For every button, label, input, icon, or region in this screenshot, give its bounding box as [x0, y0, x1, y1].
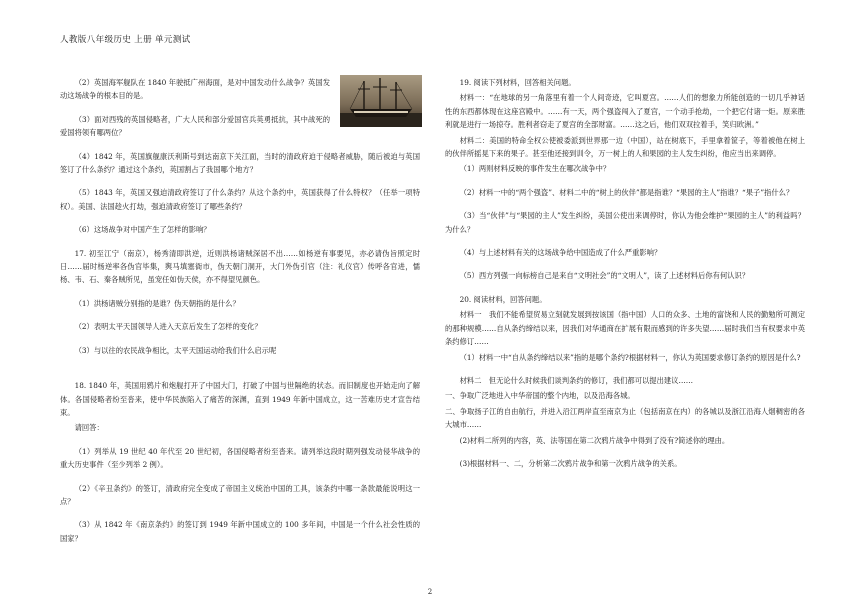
question-18-3: （3）从 1842 年《南京条约》的签订到 1949 年新中国成立的 100 多年间，中国是一个什么社会性质的国家？: [60, 520, 420, 543]
question-16-3: （3）面对西残的英国侵略者，广大人民和部分爱国官兵英勇抵抗，其中战死的爱国将领有哪两位？: [60, 114, 330, 138]
question-20-material-1: 材料一 我们不能希望贸易立刻就发展到按该国（指中国）人口的众多、土地的富饶和人民的勤勉所可测定的那种规模……自从条约缔结以来，因我们对华通商在扩展有限而感到的许多失望……届时我们当有权要求中英条约修订……: [445, 310, 805, 347]
question-19-title: 19. 阅读下列材料，回答相关问题。: [459, 78, 576, 87]
question-19-material-2: 材料二：美国的特命全权公使被委派到世界那一边（中国），站在树底下，手里拿着筐子，等着被他在树上的伙伴所摇晃下来的果子。甚至他还接到训令，万一树上的人和果园的主人发生纠纷，他应当出来调停。: [445, 135, 805, 159]
question-20-title: 20. 阅读材料，回答问题。: [459, 294, 547, 304]
question-16-6: （6）这场战争对中国产生了怎样的影响？: [74, 225, 211, 235]
question-18-1: （1）列举从 19 世纪 40 年代至 20 世纪初，各国侵略者纷至沓来。请列举这段时期列强发动侵华战争的重大历史事件（至少列举 2 例）。: [60, 446, 420, 470]
question-20-1: （1）材料一中“自从条约缔结以来”指的是哪个条约?根据材料一，你认为英国要求修订条约的原因是什么?: [459, 352, 801, 362]
question-19-3: （3）当“伙伴”与“果园的主人”发生纠纷，美国公使出来调停时，你认为他会维护“果园的主人”的利益吗？为什么？: [445, 211, 805, 234]
question-17-1: （1）洪杨诸贼分别指的是谁？伪天朝指的是什么？: [74, 298, 240, 308]
page-number: 2: [427, 588, 433, 596]
left-column: [60, 76, 420, 555]
question-16-4: （4）1842 年，英国旗舰康沃利斯号到达南京下关江面，当时的清政府迫于侵略者威胁，随后被迫与英国签订了什么条约？通过这个条约，英国割占了我国哪个地方？: [60, 151, 420, 175]
right-column: [445, 76, 805, 480]
question-18-prompt: 请回答：: [74, 423, 104, 433]
question-20-3: (3)根据材料一、二，分析第二次鸦片战争和第一次鸦片战争的关系。: [459, 458, 682, 468]
question-17-3: （3）与以往的农民战争相比，太平天国运动给我们什么启示呢: [74, 345, 277, 355]
question-18-2: （2）《辛丑条约》的签订，清政府完全变成了帝国主义统治中国的工具，该条约中哪一条款最能说明这一点？: [60, 483, 420, 506]
question-20-2: (2)材料二所列的内容，英、法等国在第二次鸦片战争中得到了没有?简述你的理由。: [459, 435, 730, 445]
question-19-5: （5）西方列强一向标榜自己是来自“文明社会”的“文明人”，读了上述材料后你有何认识？: [459, 271, 750, 281]
question-20-material-2-item-1: 一、争取广泛地进入中华帝国的整个内地，以及沿海各城。: [445, 391, 635, 401]
question-20-material-2-item-2: 二、争取扬子江的自由航行，并进入沿江两岸直至南京为止（包括南京在内）的各城以及浙江沿海人烟稠密的各大城市……: [445, 406, 805, 430]
question-18-passage: 18. 1840 年，英国用鸦片和炮舰打开了中国大门，打破了中国与世隔绝的状态。而旧制度也开始走向了解体。各国侵略者纷至沓来，使中华民族陷入了痛苦的深渊，直到 1949 年新中国成立，这一苦难历史才宣告结束。: [60, 381, 420, 417]
question-16-5: （5）1843 年，英国又强迫清政府签订了什么条约？从这个条约中，英国获得了什么特权？（任举一项特权）。美国、法国趁火打劫，强迫清政府签订了哪些条约？: [60, 188, 420, 211]
question-17-2: （2）表明太平天国领导人进入天京后发生了怎样的变化？: [74, 322, 262, 332]
question-19-material-1: 材料一：“在地球的另一角落里有着一个人间奇迹，它叫夏宫。……人们的想象力所能创造的一切几乎神话性的东西都体现在这座宫殿中。……有一天，两个强盗闯入了夏宫，一个动手抢劫，一个把它付诸一炬。原来胜利就是进行一场掠夺。胜利者窃走了夏宫的全部财富。……这之后，他们双双拉着手，笑归欧洲。”: [445, 93, 805, 130]
page-header: 人教版八年级历史 上册 单元测试: [60, 35, 191, 45]
question-19-4: （4）与上述材料有关的这场战争给中国造成了什么严重影响？: [459, 248, 662, 258]
question-16-2: （2）英国海军舰队在 1840 年驶抵广州海面，是对中国发动什么战争？英国发动这场战争的根本目的是。: [60, 78, 330, 101]
question-19-2: （2）材料一中的“两个强盗”、材料二中的“树上的伙伴”都是指谁？“果园的主人”指谁？“果子”指什么？: [459, 187, 794, 197]
question-19-1: （1）两则材料反映的事件发生在哪次战争中？: [459, 164, 611, 174]
question-17-passage: 17. 初至江宁（南京），杨秀清即洪逆，近则洪杨诸贼深居不出……如杨逆有事要见，亦必请伪旨照定时日……届时杨逆率各伪官毕集，舆马填塞衙市，伪天朝门洞开，大门外伪引官（注：礼仪官）传呼各官进，懦杨、韦、石、秦各贼所见，虽宠任如伪天侯，亦不得望见颜色。: [60, 248, 420, 285]
question-20-material-2: 材料二 但无论什么时候我们谈判条约的修订，我们都可以提出建议……: [459, 375, 694, 385]
